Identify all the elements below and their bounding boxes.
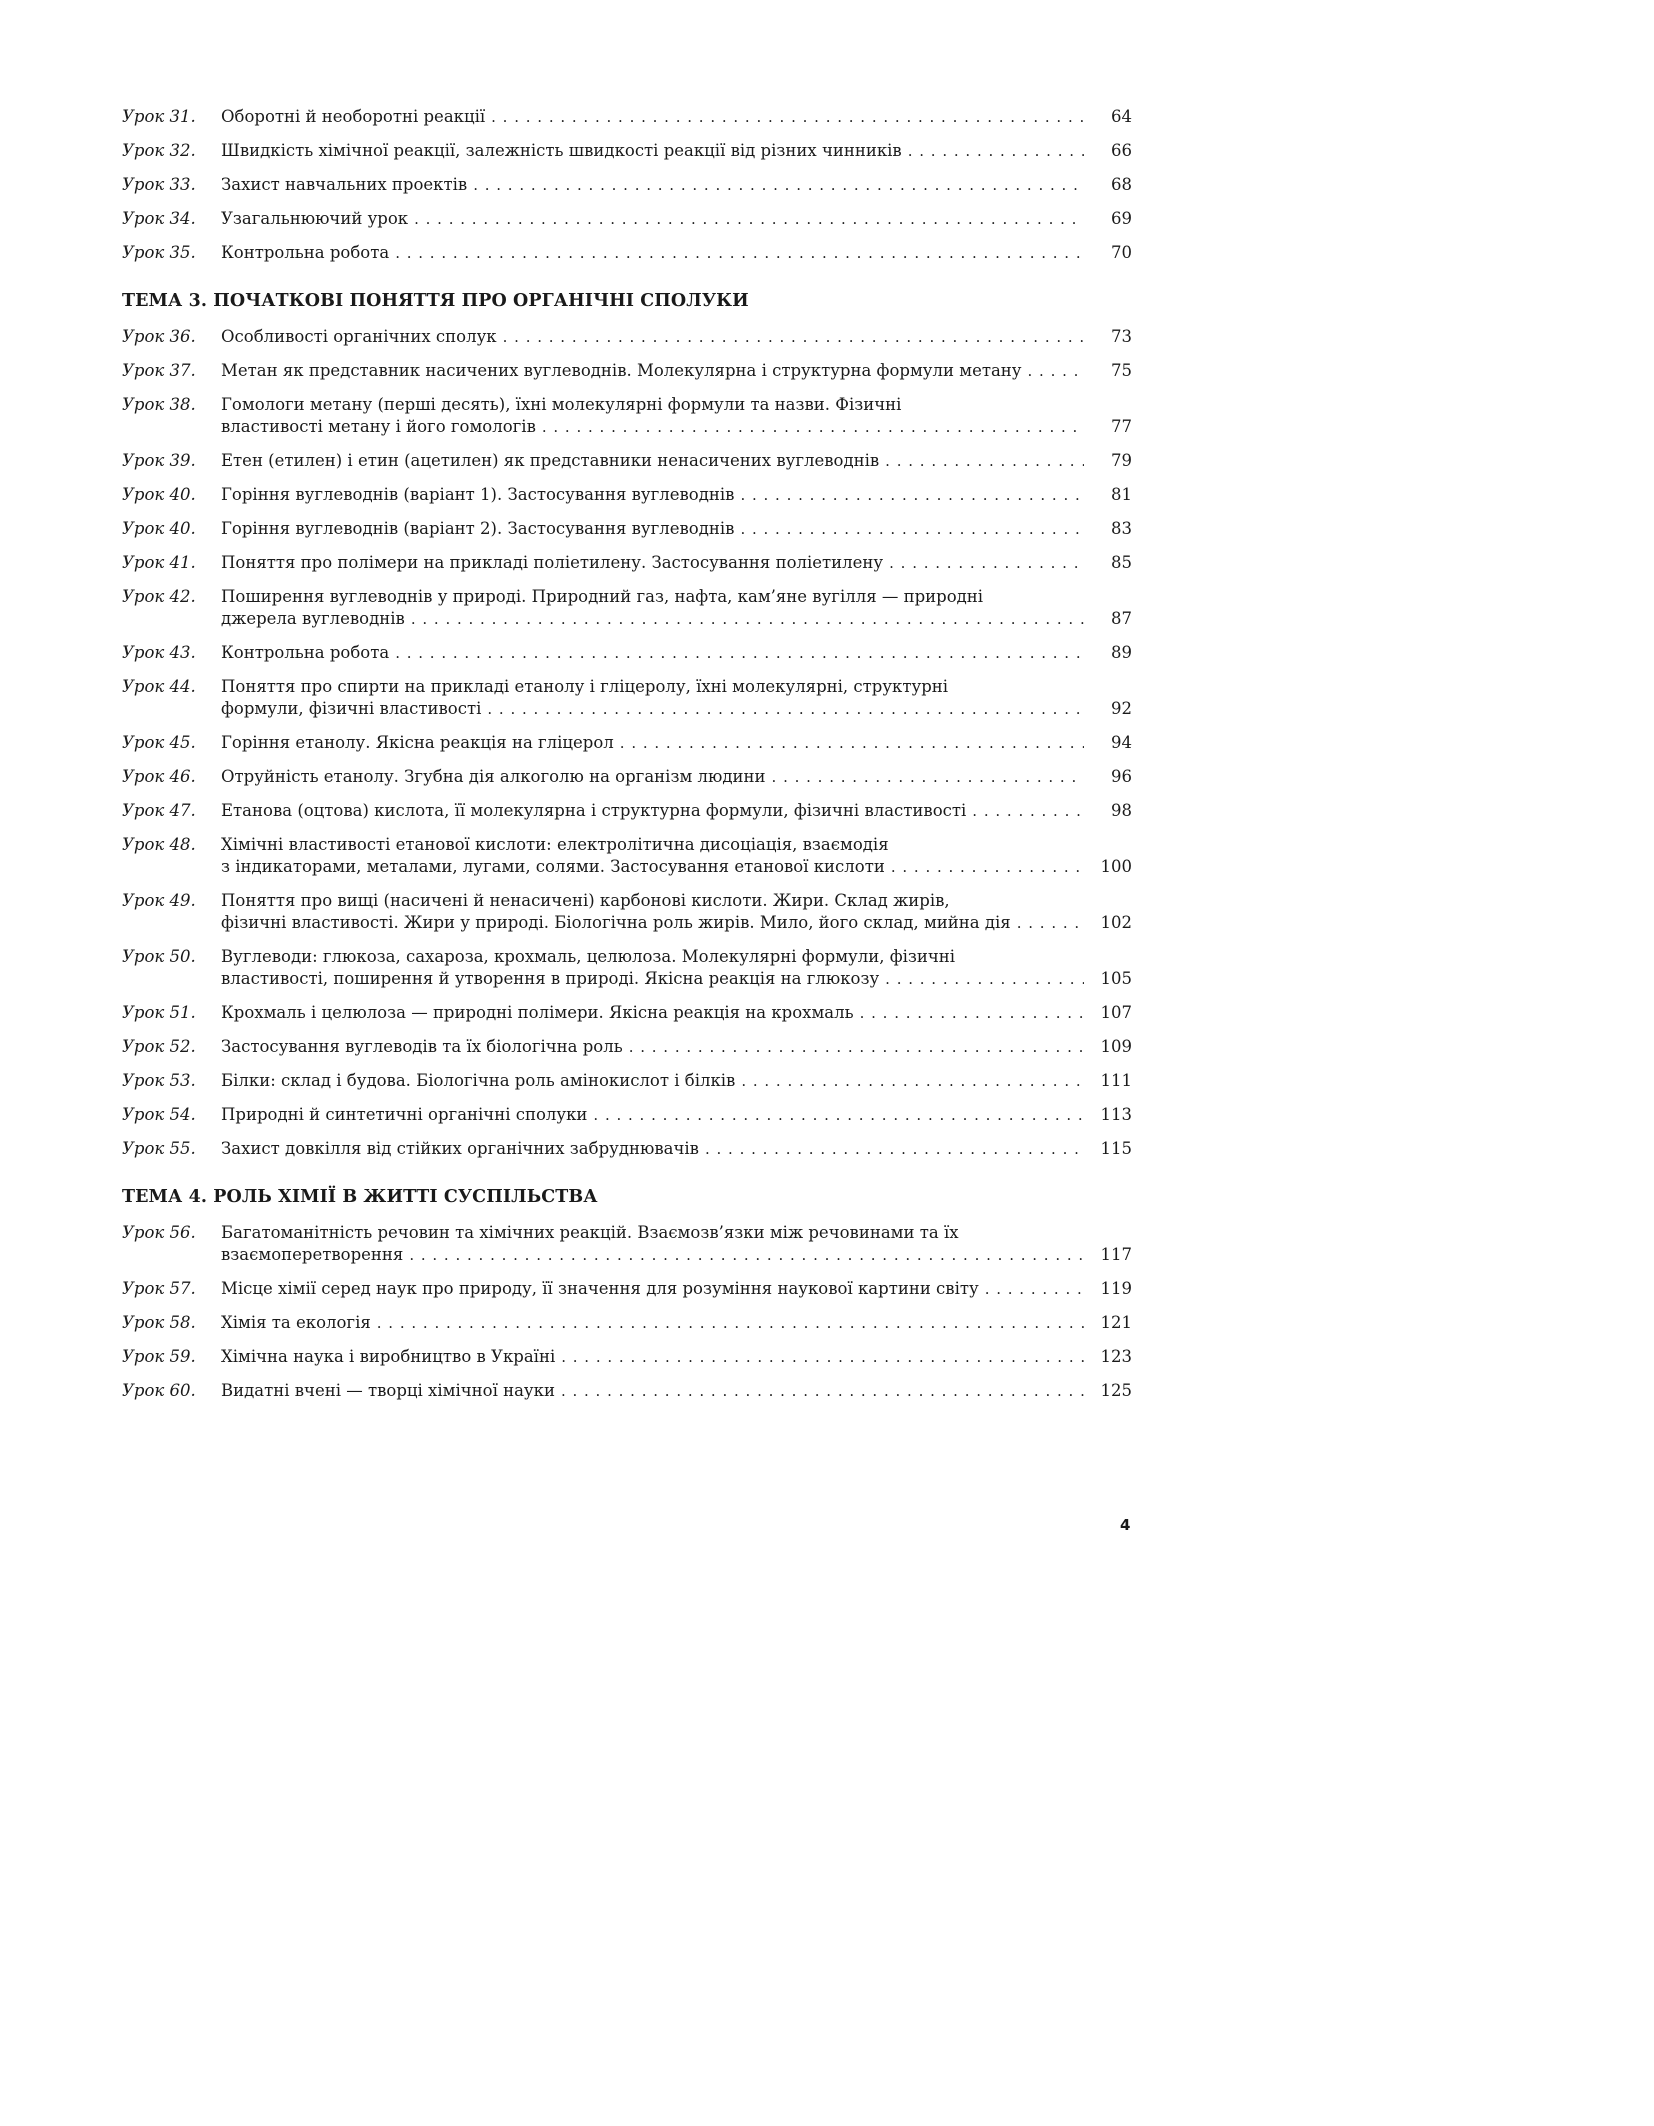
lesson-title-text: Місце хімії серед наук про природу, її значення для розуміння наукової картини світу	[221, 1279, 979, 1298]
lesson-page-number: 68	[1111, 175, 1132, 194]
lesson-page-number: 94	[1111, 733, 1132, 752]
lesson-title-text: Особливості органічних сполук	[221, 327, 497, 346]
lesson-title-line	[221, 174, 1132, 196]
lesson-page-number: 125	[1100, 1381, 1132, 1400]
lesson-title-line	[221, 1278, 1132, 1300]
lesson-page-number: 98	[1111, 801, 1132, 820]
toc-entry	[122, 140, 1132, 162]
toc-entry	[122, 450, 1132, 472]
lesson-label: Урок 41.	[122, 553, 196, 572]
dot-leader	[889, 552, 1084, 574]
lesson-title	[221, 450, 1132, 472]
lesson-title-text: Поняття про вищі (насичені й ненасичені) карбонові кислоти. Жири. Склад жирів,	[221, 891, 950, 910]
dot-leader	[395, 642, 1084, 664]
lesson-title-text: Захист навчальних проектів	[221, 175, 468, 194]
lesson-page-number: 81	[1111, 485, 1132, 504]
lesson-title-line	[221, 1380, 1132, 1402]
lesson-title	[221, 1036, 1132, 1058]
dot-leader	[395, 242, 1084, 264]
lesson-title-text: Видатні вчені — творці хімічної науки	[221, 1381, 555, 1400]
lesson-title-text: Етен (етилен) і етин (ацетилен) як представники ненасичених вуглеводнів	[221, 451, 880, 470]
lesson-label: Урок 59.	[122, 1347, 196, 1366]
lesson-title-line	[221, 912, 1132, 934]
dot-leader	[740, 518, 1084, 540]
lesson-page-number: 75	[1111, 361, 1132, 380]
lesson-title-text: Горіння етанолу. Якісна реакція на гліцерол	[221, 733, 614, 752]
lesson-title-line	[221, 608, 1132, 630]
lesson-label: Урок 48.	[122, 835, 196, 854]
lesson-title	[221, 242, 1132, 264]
lesson-title	[221, 1380, 1132, 1402]
lesson-label: Урок 51.	[122, 1003, 196, 1022]
toc-entry	[122, 642, 1132, 664]
dot-leader	[473, 174, 1084, 196]
dot-leader	[620, 732, 1084, 754]
lesson-label: Урок 43.	[122, 643, 196, 662]
lesson-title	[221, 946, 1132, 990]
lesson-title-text: Хімічна наука і виробництво в Україні	[221, 1347, 556, 1366]
lesson-page-number: 117	[1100, 1245, 1132, 1264]
toc-entry	[122, 800, 1132, 822]
toc-entry	[122, 1312, 1132, 1334]
lesson-title-line	[221, 1138, 1132, 1160]
dot-leader	[891, 856, 1084, 878]
lesson-page-number: 105	[1100, 969, 1132, 988]
lesson-title-line	[221, 946, 1132, 968]
lesson-title-line	[221, 1036, 1132, 1058]
lesson-title-line	[221, 416, 1132, 438]
lesson-label: Урок 42.	[122, 587, 196, 606]
lesson-page-number: 111	[1100, 1071, 1132, 1090]
toc-entry	[122, 1346, 1132, 1368]
lesson-title-line	[221, 586, 1132, 608]
lesson-title	[221, 586, 1132, 630]
lesson-page-number: 92	[1111, 699, 1132, 718]
lesson-label: Урок 38.	[122, 395, 196, 414]
lesson-title	[221, 800, 1132, 822]
toc-entry	[122, 106, 1132, 128]
toc-entry	[122, 1036, 1132, 1058]
lesson-title-text: властивості, поширення й утворення в природі. Якісна реакція на глюкозу	[221, 969, 880, 988]
lesson-title-text: взаємоперетворення	[221, 1245, 404, 1264]
lesson-page-number: 121	[1100, 1313, 1132, 1332]
lesson-label: Урок 53.	[122, 1071, 196, 1090]
toc-entry	[122, 834, 1132, 878]
lesson-title-line	[221, 208, 1132, 230]
lesson-title-text: Горіння вуглеводнів (варіант 1). Застосування вуглеводнів	[221, 485, 735, 504]
lesson-page-number: 87	[1111, 609, 1132, 628]
lesson-page-number: 89	[1111, 643, 1132, 662]
toc-entry	[122, 208, 1132, 230]
toc-entry	[122, 1002, 1132, 1024]
lesson-title-line	[221, 834, 1132, 856]
lesson-label: Урок 60.	[122, 1381, 196, 1400]
lesson-title	[221, 394, 1132, 438]
toc-entry	[122, 242, 1132, 264]
lesson-page-number: 83	[1111, 519, 1132, 538]
lesson-title-text: Контрольна робота	[221, 643, 390, 662]
dot-leader	[561, 1380, 1084, 1402]
lesson-title-text: Хімічні властивості етанової кислоти: електролітична дисоціація, взаємодія	[221, 835, 889, 854]
toc-entry	[122, 1222, 1132, 1266]
lesson-title-line	[221, 518, 1132, 540]
dot-leader	[908, 140, 1084, 162]
lesson-title-line	[221, 1070, 1132, 1092]
lesson-page-number: 96	[1111, 767, 1132, 786]
lesson-label: Урок 49.	[122, 891, 196, 910]
table-of-contents	[122, 106, 1132, 1414]
lesson-page-number: 69	[1111, 209, 1132, 228]
lesson-title-line	[221, 326, 1132, 348]
lesson-page-number: 119	[1100, 1279, 1132, 1298]
toc-entry	[122, 676, 1132, 720]
toc-entry	[122, 174, 1132, 196]
dot-leader	[772, 766, 1084, 788]
dot-leader	[985, 1278, 1084, 1300]
lesson-label: Урок 54.	[122, 1105, 196, 1124]
lesson-title	[221, 1222, 1132, 1266]
lesson-page-number: 66	[1111, 141, 1132, 160]
lesson-page-number: 73	[1111, 327, 1132, 346]
toc-section	[122, 106, 1132, 264]
dot-leader	[414, 208, 1084, 230]
toc-entry	[122, 946, 1132, 990]
lesson-title-text: джерела вуглеводнів	[221, 609, 405, 628]
lesson-label: Урок 44.	[122, 677, 196, 696]
toc-entry	[122, 732, 1132, 754]
dot-leader	[503, 326, 1084, 348]
lesson-title	[221, 360, 1132, 382]
toc-entry	[122, 484, 1132, 506]
lesson-title-text: Отруйність етанолу. Згубна дія алкоголю на організм людини	[221, 767, 766, 786]
lesson-title	[221, 326, 1132, 348]
lesson-title-line	[221, 1244, 1132, 1266]
lesson-title-text: Метан як представник насичених вуглеводнів. Молекулярна і структурна формули метану	[221, 361, 1022, 380]
toc-entry	[122, 518, 1132, 540]
lesson-label: Урок 52.	[122, 1037, 196, 1056]
lesson-page-number: 100	[1100, 857, 1132, 876]
lesson-title-line	[221, 1222, 1132, 1244]
lesson-page-number: 115	[1100, 1139, 1132, 1158]
lesson-title	[221, 1138, 1132, 1160]
lesson-title-text: Гомологи метану (перші десять), їхні молекулярні формули та назви. Фізичні	[221, 395, 902, 414]
lesson-label: Урок 33.	[122, 175, 196, 194]
lesson-label: Урок 55.	[122, 1139, 196, 1158]
toc-entry	[122, 1380, 1132, 1402]
lesson-label: Урок 37.	[122, 361, 196, 380]
toc-entry	[122, 586, 1132, 630]
lesson-title-text: Багатоманітність речовин та хімічних реакцій. Взаємозв’язки між речовинами та їх	[221, 1223, 959, 1242]
dot-leader	[1017, 912, 1084, 934]
dot-leader	[487, 698, 1084, 720]
lesson-title	[221, 834, 1132, 878]
lesson-title-line	[221, 642, 1132, 664]
lesson-label: Урок 35.	[122, 243, 196, 262]
toc-entry	[122, 360, 1132, 382]
page-number: 4	[1120, 1516, 1131, 1534]
lesson-title-line	[221, 484, 1132, 506]
lesson-title	[221, 1346, 1132, 1368]
dot-leader	[885, 968, 1084, 990]
lesson-page-number: 64	[1111, 107, 1132, 126]
lesson-title-line	[221, 242, 1132, 264]
toc-section	[122, 290, 1132, 1160]
lesson-title	[221, 1070, 1132, 1092]
toc-entry	[122, 1278, 1132, 1300]
dot-leader	[972, 800, 1084, 822]
dot-leader	[1028, 360, 1084, 382]
lesson-title-line	[221, 1346, 1132, 1368]
lesson-title-text: властивості метану і його гомологів	[221, 417, 536, 436]
lesson-page-number: 113	[1100, 1105, 1132, 1124]
lesson-title	[221, 174, 1132, 196]
lesson-page-number: 102	[1100, 913, 1132, 932]
lesson-title-line	[221, 676, 1132, 698]
lesson-title	[221, 518, 1132, 540]
dot-leader	[409, 1244, 1084, 1266]
lesson-title	[221, 1312, 1132, 1334]
lesson-title-text: формули, фізичні властивості	[221, 699, 482, 718]
lesson-title-line	[221, 360, 1132, 382]
toc-entry	[122, 552, 1132, 574]
lesson-label: Урок 40.	[122, 519, 196, 538]
lesson-title-text: Захист довкілля від стійких органічних забруднювачів	[221, 1139, 699, 1158]
lesson-title-text: Швидкість хімічної реакції, залежність швидкості реакції від різних чинників	[221, 141, 902, 160]
dot-leader	[561, 1346, 1084, 1368]
toc-section	[122, 1186, 1132, 1402]
lesson-title-line	[221, 732, 1132, 754]
dot-leader	[542, 416, 1084, 438]
lesson-title	[221, 766, 1132, 788]
lesson-label: Урок 31.	[122, 107, 196, 126]
lesson-title-text: Поняття про спирти на прикладі етанолу і гліцеролу, їхні молекулярні, структурні	[221, 677, 949, 696]
lesson-title-text: Оборотні й необоротні реакції	[221, 107, 486, 126]
lesson-title-line	[221, 890, 1132, 912]
toc-entry	[122, 890, 1132, 934]
section-heading: ТЕМА 4. РОЛЬ ХІМІЇ В ЖИТТІ СУСПІЛЬСТВА	[122, 1187, 598, 1207]
lesson-title-line	[221, 552, 1132, 574]
dot-leader	[740, 484, 1084, 506]
lesson-title-line	[221, 856, 1132, 878]
lesson-title-line	[221, 1104, 1132, 1126]
lesson-label: Урок 45.	[122, 733, 196, 752]
lesson-title	[221, 1104, 1132, 1126]
lesson-title-text: Поширення вуглеводнів у природі. Природний газ, нафта, кам’яне вугілля — природні	[221, 587, 984, 606]
lesson-page-number: 123	[1100, 1347, 1132, 1366]
lesson-title	[221, 106, 1132, 128]
toc-entry	[122, 1070, 1132, 1092]
section-heading: ТЕМА 3. ПОЧАТКОВІ ПОНЯТТЯ ПРО ОРГАНІЧНІ СПОЛУКИ	[122, 291, 749, 311]
lesson-title-text: Природні й синтетичні органічні сполуки	[221, 1105, 588, 1124]
toc-entry	[122, 1104, 1132, 1126]
lesson-title-text: Контрольна робота	[221, 243, 390, 262]
lesson-label: Урок 40.	[122, 485, 196, 504]
toc-entry	[122, 394, 1132, 438]
dot-leader	[377, 1312, 1084, 1334]
lesson-label: Урок 57.	[122, 1279, 196, 1298]
lesson-title	[221, 484, 1132, 506]
lesson-title-text: з індикаторами, металами, лугами, солями. Застосування етанової кислоти	[221, 857, 885, 876]
dot-leader	[491, 106, 1084, 128]
dot-leader	[885, 450, 1084, 472]
lesson-title-line	[221, 766, 1132, 788]
dot-leader	[593, 1104, 1084, 1126]
lesson-title-text: Хімія та екологія	[221, 1313, 371, 1332]
lesson-title-text: Горіння вуглеводнів (варіант 2). Застосування вуглеводнів	[221, 519, 735, 538]
toc-entry	[122, 766, 1132, 788]
lesson-title	[221, 890, 1132, 934]
lesson-label: Урок 34.	[122, 209, 196, 228]
lesson-title-line	[221, 968, 1132, 990]
lesson-title-line	[221, 450, 1132, 472]
lesson-page-number: 85	[1111, 553, 1132, 572]
lesson-title-line	[221, 1312, 1132, 1334]
lesson-title-text: Крохмаль і целюлоза — природні полімери. Якісна реакція на крохмаль	[221, 1003, 854, 1022]
lesson-title-line	[221, 106, 1132, 128]
lesson-title	[221, 676, 1132, 720]
lesson-title-text: Поняття про полімери на прикладі поліетилену. Застосування поліетилену	[221, 553, 884, 572]
lesson-label: Урок 50.	[122, 947, 196, 966]
lesson-page-number: 109	[1100, 1037, 1132, 1056]
lesson-label: Урок 58.	[122, 1313, 196, 1332]
lesson-page-number: 77	[1111, 417, 1132, 436]
lesson-title-line	[221, 698, 1132, 720]
lesson-title-line	[221, 1002, 1132, 1024]
lesson-title	[221, 1278, 1132, 1300]
lesson-label: Урок 47.	[122, 801, 196, 820]
lesson-title-text: Білки: склад і будова. Біологічна роль амінокислот і білків	[221, 1071, 736, 1090]
lesson-title	[221, 642, 1132, 664]
lesson-title	[221, 552, 1132, 574]
dot-leader	[705, 1138, 1084, 1160]
lesson-page-number: 79	[1111, 451, 1132, 470]
lesson-title-line	[221, 140, 1132, 162]
lesson-page-number: 107	[1100, 1003, 1132, 1022]
lesson-label: Урок 46.	[122, 767, 196, 786]
lesson-page-number: 70	[1111, 243, 1132, 262]
lesson-title-text: Вуглеводи: глюкоза, сахароза, крохмаль, целюлоза. Молекулярні формули, фізичні	[221, 947, 956, 966]
lesson-label: Урок 32.	[122, 141, 196, 160]
dot-leader	[741, 1070, 1084, 1092]
lesson-title-text: Узагальнюючий урок	[221, 209, 409, 228]
lesson-label: Урок 39.	[122, 451, 196, 470]
lesson-title-text: Застосування вуглеводів та їх біологічна роль	[221, 1037, 623, 1056]
lesson-title-line	[221, 800, 1132, 822]
lesson-title-text: Етанова (оцтова) кислота, її молекулярна і структурна формули, фізичні властивості	[221, 801, 967, 820]
lesson-title	[221, 208, 1132, 230]
dot-leader	[860, 1002, 1084, 1024]
dot-leader	[411, 608, 1084, 630]
lesson-title	[221, 732, 1132, 754]
lesson-label: Урок 36.	[122, 327, 196, 346]
toc-entry	[122, 1138, 1132, 1160]
lesson-label: Урок 56.	[122, 1223, 196, 1242]
toc-entry	[122, 326, 1132, 348]
lesson-title-text: фізичні властивості. Жири у природі. Біологічна роль жирів. Мило, його склад, мийна дія	[221, 913, 1011, 932]
dot-leader	[629, 1036, 1084, 1058]
lesson-title	[221, 1002, 1132, 1024]
lesson-title	[221, 140, 1132, 162]
lesson-title-line	[221, 394, 1132, 416]
